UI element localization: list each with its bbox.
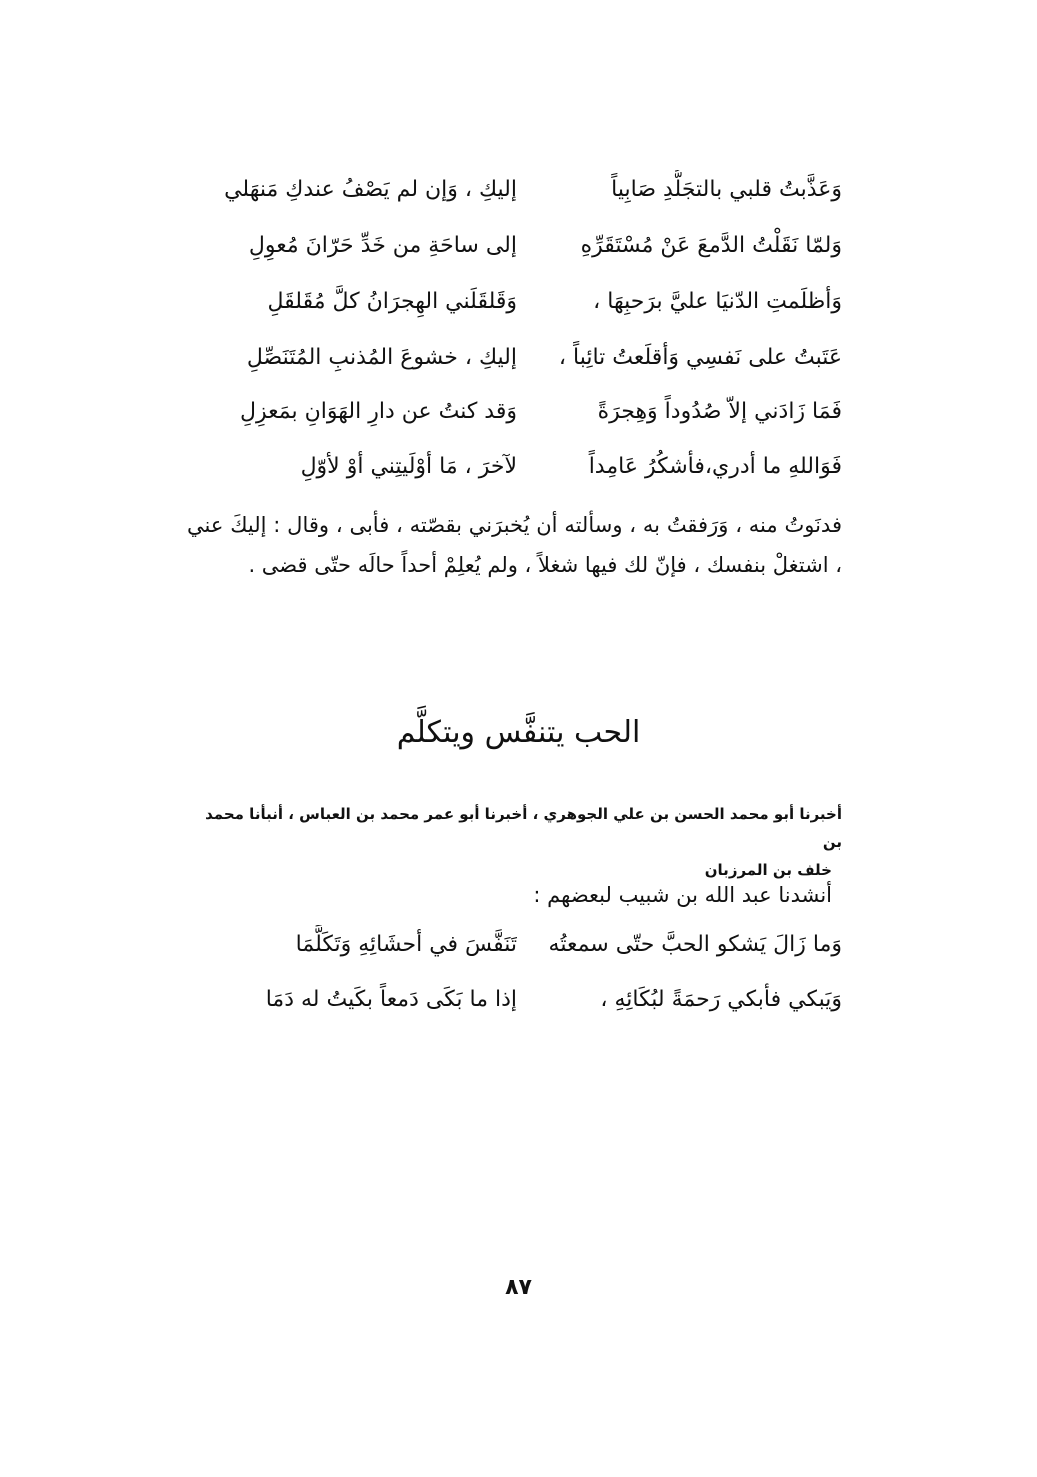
- verse-line: [207, 170, 842, 210]
- verse-line: [207, 447, 842, 487]
- verse-second-hemistich: لآخرَ ، مَا أوْلَيتِني أوْ لأوّلِ: [300, 454, 517, 479]
- intro-line: أنشدنا عبد الله بن شبيب لبعضهم :: [533, 883, 832, 907]
- section-heading: الحب يتنفَّس ويتكلَّم: [396, 715, 641, 750]
- verse-first-hemistich: وَعَذَّبتُ قلبي بالتجَلُّدِ صَابِياً: [611, 177, 842, 202]
- verse-second-hemistich: إليكِ ، خشوعَ المُذنبِ المُتَنَصِّلِ: [246, 345, 517, 370]
- verse-first-hemistich: وَما زَالَ يَشكو الحبَّ حتّى سمعتُه: [548, 932, 842, 957]
- verse-first-hemistich: فَوَاللهِ ما أدري،فأشكُرُ عَامِداً: [588, 454, 842, 479]
- verse-first-hemistich: وَلمّا نَقَلْتُ الدَّمعَ عَنْ مُسْتَقَرِّهِ: [580, 233, 842, 258]
- verse-line: [207, 338, 842, 378]
- verse-first-hemistich: عَتَبتُ على نَفسِي وَأقلَعتُ تائِباً ،: [558, 345, 842, 370]
- verse-line: [207, 226, 842, 266]
- verse-line: [207, 980, 842, 1020]
- verse-second-hemistich: إليكِ ، وَإن لم يَصْفُ عندكِ مَنهَلي: [224, 177, 517, 202]
- isnad-text: [192, 800, 842, 884]
- page-number: ٨٧: [505, 1275, 532, 1300]
- isnad-line: خلف بن المرزبان: [704, 861, 832, 879]
- verse-second-hemistich: تَنَفَّسَ في أحشَائِهِ وَتَكَلَّمَا: [295, 932, 517, 957]
- verse-line: [207, 282, 842, 322]
- verse-second-hemistich: وَقد كنتُ عن دارِ الهَوَانِ بمَعزِلِ: [240, 399, 517, 424]
- verse-second-hemistich: وَقَلقَلَني الهِجرَانُ كلَّ مُقَلقَلِ: [267, 289, 517, 314]
- verse-line: [207, 925, 842, 965]
- verse-first-hemistich: وَأظلَمتِ الدّنيَا عليَّ برَحبِهَا ،: [593, 289, 842, 314]
- verse-first-hemistich: فَمَا زَادَني إلاّ صُدُوداً وَهِجرَةً: [597, 399, 842, 424]
- verse-first-hemistich: وَيَبكي فأبكي رَحمَةً لبُكَائِهِ ،: [600, 987, 842, 1012]
- isnad-line: أخبرنا أبو محمد الحسن بن علي الجوهري ، أخبرنا أبو عمر محمد بن العباس ، أنبأنا محمد بن: [205, 805, 842, 851]
- prose-paragraph: فدنَوتُ منه ، وَرَفقتُ به ، وسألته أن يُخبرَني بقصّته ، فأبى ، وقال : إليكَ عني ، اشتغلْ بنفسك ، فإنّ لك فيها شغلاً ، ولم يُعلِمْ أحداً حالَه حتّى قضى .: [187, 513, 842, 577]
- verse-line: [207, 392, 842, 432]
- verse-second-hemistich: إلى ساحَةِ من خَدِّ حَرّانَ مُعوِلِ: [248, 233, 517, 258]
- verse-second-hemistich: إذا ما بَكَى دَمعاً بكَيتُ له دَمَا: [265, 987, 517, 1012]
